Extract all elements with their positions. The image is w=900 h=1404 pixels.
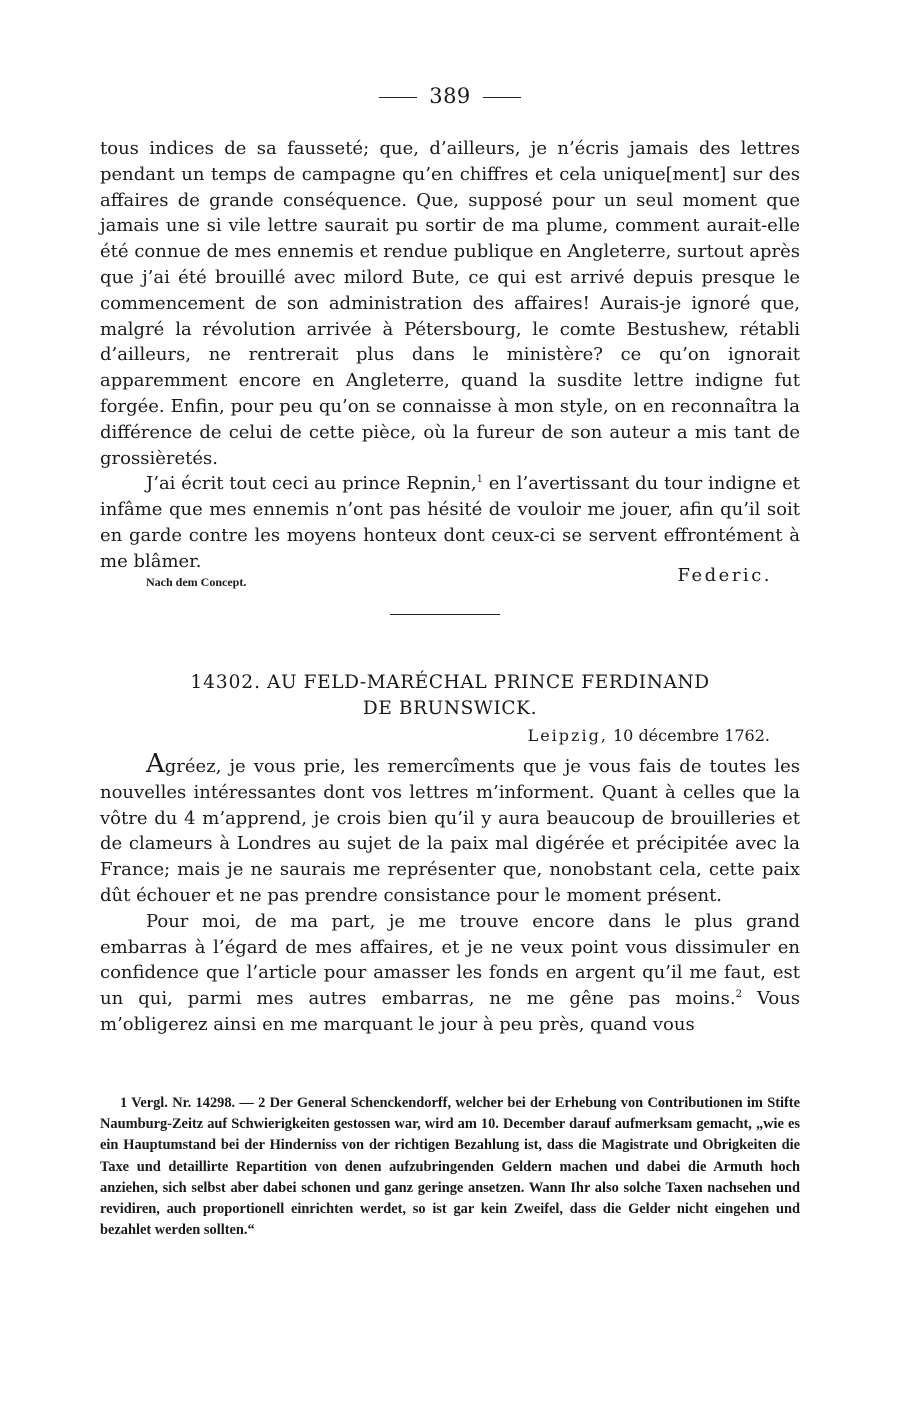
dateline bbox=[528, 726, 770, 745]
header-dash-left bbox=[379, 97, 417, 98]
heading-line-1: AU FELD-MARÉCHAL PRINCE FERDINAND bbox=[267, 672, 710, 693]
paragraph: J’ai écrit tout ceci au prince Repnin,$^1$ en l’avertissant du tour indigne et infâme que mes ennemis n’ont pas hésité de vouloir me jouer, afin qu’il soit en garde contre les moyens honteux dont ceux-ci se servent effrontément à me blâmer. bbox=[100, 473, 800, 572]
letter-heading bbox=[100, 670, 800, 722]
heading-line-2: DE BRUNSWICK. bbox=[362, 698, 538, 719]
paragraph: Pour moi, de ma part, je me trouve encore dans le plus grand embarras à l’égard de mes affaires, et je ne veux point vous dissimuler en confidence que l’article pour amasser les fonds en argent qu’il me faut, est un qui, parmi mes autres embarras, ne me gêne pas moins.$^2$ Vous m’obligerez ainsi en me marquant le jour à peu près, quand vous bbox=[100, 910, 800, 1035]
source-note: Nach dem Concept. bbox=[146, 575, 247, 589]
paragraph: Agréez, je vous prie, les remercîments que je vous fais de toutes les nouvelles intéressantes dont vos lettres m’informent. Quant à celles que la vôtre du 4 m’apprend, je crois bien qu’il y aura beaucoup de brouilleries et de clameurs à Londres au sujet de la paix mal digérée et précipitée avec la France; mais je ne saurais me représenter que, nonobstant cela, cette paix dût échouer et ne pas prendre consistance pour le moment présent. bbox=[100, 749, 800, 906]
header-dash-right bbox=[483, 97, 521, 98]
letter-body bbox=[100, 749, 800, 1038]
page-number: 389 bbox=[429, 84, 471, 108]
letter-number: 14302. bbox=[190, 672, 262, 693]
footnotes bbox=[100, 1093, 800, 1241]
page-header bbox=[100, 84, 800, 108]
book-page bbox=[100, 0, 800, 1404]
section-divider bbox=[390, 614, 500, 615]
date: 10 décembre 1762. bbox=[607, 726, 770, 745]
paragraph: tous indices de sa fausseté; que, d’ailleurs, je n’écris jamais des lettres pendant un temps de campagne qu’en chiffres et cela unique[ment] sur des affaires de grande conséquence. Que, supposé pour un seul moment que jamais une si vile lettre saurait pu sortir de ma plume, comment aurait-elle été connue de mes ennemis et rendue publique en Angleterre, surtout après que j’ai été brouillé avec milord Bute, ce qui est arrivé depuis presque le commencement de son administration des affaires! Aurais-je ignoré que, malgré la révolution arrivée à Pétersbourg, le comte Bestushew, rétabli d’ailleurs, ne rentrerait plus dans le ministère? ce qu’on ignorait apparemment encore en Angleterre, quand la susdite lettre indigne fut forgée. Enfin, pour peu qu’on se connaisse à mon style, on en reconnaîtra la différence de celui de cette pièce, où la fureur de son auteur a mis tant de grossièretés. bbox=[100, 138, 800, 469]
initial-letter: A bbox=[146, 749, 165, 779]
date-place: Leipzig, bbox=[527, 726, 608, 745]
letter-continuation bbox=[100, 136, 800, 575]
footnote-mark: 2 bbox=[735, 989, 742, 1001]
signature: Federic. bbox=[677, 565, 772, 586]
footnote-mark: 1 bbox=[476, 474, 483, 486]
footnote-text: 1 Vergl. Nr. 14298. — 2 Der General Schenckendorff, welcher bei der Erhebung von Contributionen im Stifte Naumburg-Zeitz auf Schwierigkeiten gestossen war, wird am 10. December darauf aufmerksam gemacht, „wie es ein Hauptumstand bei der Hinderniss von der richtigen Bezahlung ist, dass die Magistrate und Obrigkeiten die Taxe und detaillirte Repartition von denen aufzubringenden Geldern machen und dabei die Armuth hoch anziehen, sich selbst aber dabei schonen und ganz geringe ansetzen. Wann Ihr also solche Taxen nachsehen und revidiren, auch proportionell einrichten werdet, so ist gar kein Zweifel, dass die Gelder nicht eingehen und bezahlet werden sollten.“ bbox=[100, 1095, 800, 1239]
